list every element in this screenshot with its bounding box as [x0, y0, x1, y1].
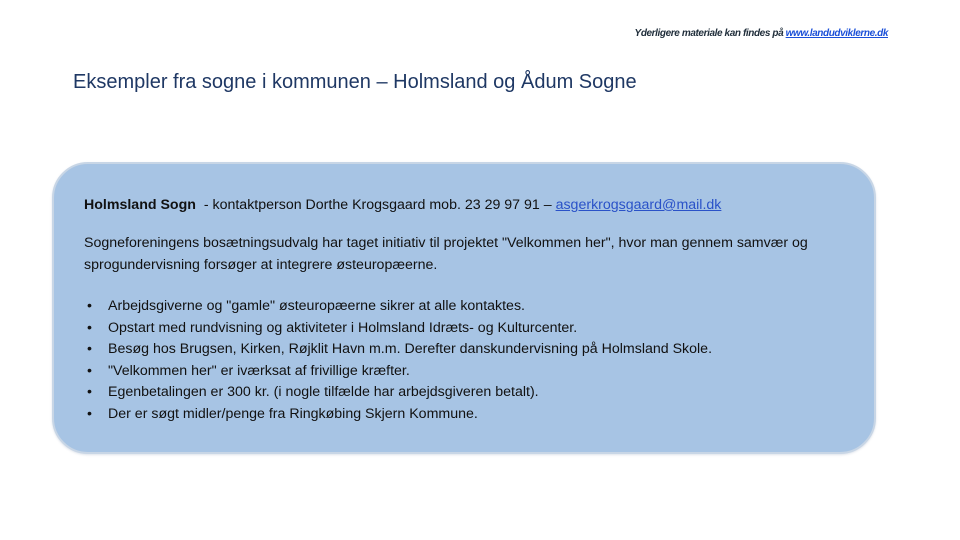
bullet-icon: • — [87, 384, 92, 401]
website-link[interactable]: www.landudviklerne.dk — [785, 28, 888, 39]
contact-lead: Holmsland Sogn — [84, 197, 196, 213]
bullet-item — [84, 339, 844, 361]
bullet-text: Der er søgt midler/penge fra Ringkøbing Skjern Kommune. — [108, 405, 478, 422]
bullet-text: Arbejdsgiverne og "gamle" østeuropæerne sikrer at alle kontaktes. — [108, 298, 525, 314]
bullet-item — [84, 361, 844, 383]
bullet-icon: • — [87, 362, 92, 379]
contact-line — [84, 194, 844, 216]
bullet-icon: • — [87, 298, 92, 314]
content-panel — [52, 162, 876, 454]
bullet-item — [84, 382, 844, 404]
bullet-list — [84, 296, 844, 426]
contact-text: - kontaktperson Dorthe Krogsgaard mob. 23 29 97 91 – — [195, 197, 556, 213]
header-note-text: Yderligere materiale kan findes på — [634, 28, 786, 39]
bullet-icon: • — [87, 319, 92, 336]
bullet-icon: • — [87, 341, 92, 358]
header-note — [635, 28, 888, 39]
bullet-text: Besøg hos Brugsen, Kirken, Røjklit Havn m.m. Derefter danskundervisning på Holmsland Skole. — [108, 341, 713, 358]
bullet-item — [84, 318, 844, 340]
slide-title: Eksempler fra sogne i kommunen – Holmsland og Ådum Sogne — [73, 71, 637, 93]
bullet-icon: • — [87, 405, 92, 422]
bullet-text: Egenbetalingen er 300 kr. (i nogle tilfælde har arbejdsgiveren betalt). — [108, 384, 539, 401]
intro-paragraph: Sogneforeningens bosætningsudvalg har taget initiativ til projektet "Velkommen her", hvor man gennem samvær og sprogundervisning forsøger at integrere østeuropæerne. — [84, 235, 808, 273]
contact-email-link[interactable]: asgerkrogsgaard@mail.dk — [555, 197, 722, 213]
bullet-item — [84, 404, 844, 426]
bullet-text: "Velkommen her" er iværksat af frivillige kræfter. — [108, 362, 410, 379]
bullet-item — [84, 296, 844, 318]
bullet-text: Opstart med rundvisning og aktiviteter i Holmsland Idræts- og Kulturcenter. — [108, 319, 578, 336]
